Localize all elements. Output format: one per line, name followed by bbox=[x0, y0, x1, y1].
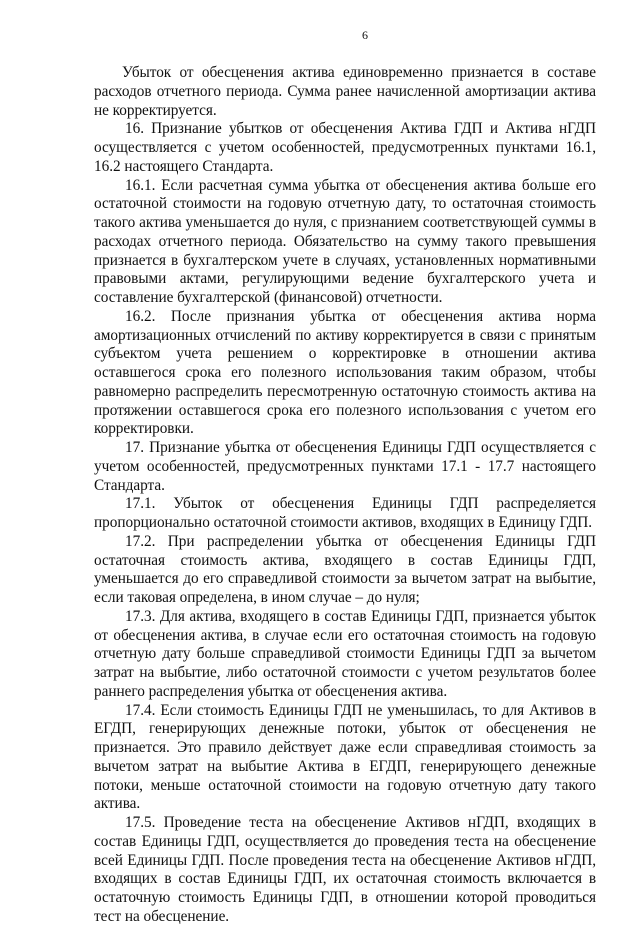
paragraph-16-2: 16.2. После признания убытка от обесценения актива норма амортизационных отчислений по активу корректируется в связи с принятым субъектом учета решением о корректировке в отношении актива оставшегося срока его полезного использования таким образом, чтобы равномерно распределить пересмотренную остаточную стоимость актива на протяжении оставшегося срока его полезного использования с учетом его корректировки. bbox=[94, 307, 596, 438]
paragraph-16-1: 16.1. Если расчетная сумма убытка от обесценения актива больше его остаточной стоимости на годовую отчетную дату, то остаточная стоимость такого актива уменьшается до нуля, с признанием соответствующей суммы в расходах отчетного периода. Обязательство на сумму такого превышения признается в бухгалтерском учете в случаях, установленных нормативными правовыми актами, регулирующими ведение бухгалтерского учета и составление бухгалтерской (финансовой) отчетности. bbox=[94, 176, 596, 306]
paragraph-17: 17. Признание убытка от обесценения Единицы ГДП осуществляется с учетом особенностей, предусмотренных пунктами 17.1 - 17.7 настоящего Стандарта. bbox=[94, 439, 596, 494]
paragraph-16: 16. Признание убытков от обесценения Актива ГДП и Актива нГДП осуществляется с учетом особенностей, предусмотренных пунктами 16.1, 16.2 настоящего Стандарта. bbox=[94, 120, 596, 175]
paragraph-impairment-loss-recognition: Убыток от обесценения актива единовременно признается в составе расходов отчетного периода. Сумма ранее начисленной амортизации актива не корректируется. bbox=[94, 64, 596, 119]
paragraph-17-4: 17.4. Если стоимость Единицы ГДП не уменьшилась, то для Активов в ЕГДП, генерирующих денежные потоки, убыток от обесценения не признается. Это правило действует даже если справедливая стоимость за вычетом затрат на выбытие Актива в ЕГДП, генерирующего денежные потоки, меньше остаточной стоимости на годовую отчетную дату такого актива. bbox=[94, 701, 596, 813]
paragraph-17-3: 17.3. Для актива, входящего в состав Единицы ГДП, признается убыток от обесценения актива, в случае если его остаточная стоимость на годовую отчетную дату больше справедливой стоимости Единицы ГДП за вычетом затрат на выбытие, либо остаточной стоимости с учетом результатов более раннего распределения убытка от обесценения актива. bbox=[94, 607, 596, 700]
page-number: 6 bbox=[362, 28, 368, 42]
paragraph-17-1: 17.1. Убыток от обесценения Единицы ГДП распределяется пропорционально остаточной стоимости активов, входящих в Единицу ГДП. bbox=[94, 495, 596, 531]
paragraph-17-2: 17.2. При распределении убытка от обесценения Единицы ГДП остаточная стоимость актива, входящего в состав Единицы ГДП, уменьшается до его справедливой стоимости за вычетом затрат на выбытие, если таковая определена, в ином случае – до нуля; bbox=[94, 532, 596, 606]
paragraph-17-5: 17.5. Проведение теста на обесценение Активов нГДП, входящих в состав Единицы ГДП, осуществляется до проведения теста на обесценение всей Единицы ГДП. После проведения теста на обесценение Активов нГДП, входящих в состав Единицы ГДП, их остаточная стоимость включается в остаточную стоимость Единицы ГДП, в отношении которой проводиться тест на обесценение. bbox=[94, 814, 596, 925]
